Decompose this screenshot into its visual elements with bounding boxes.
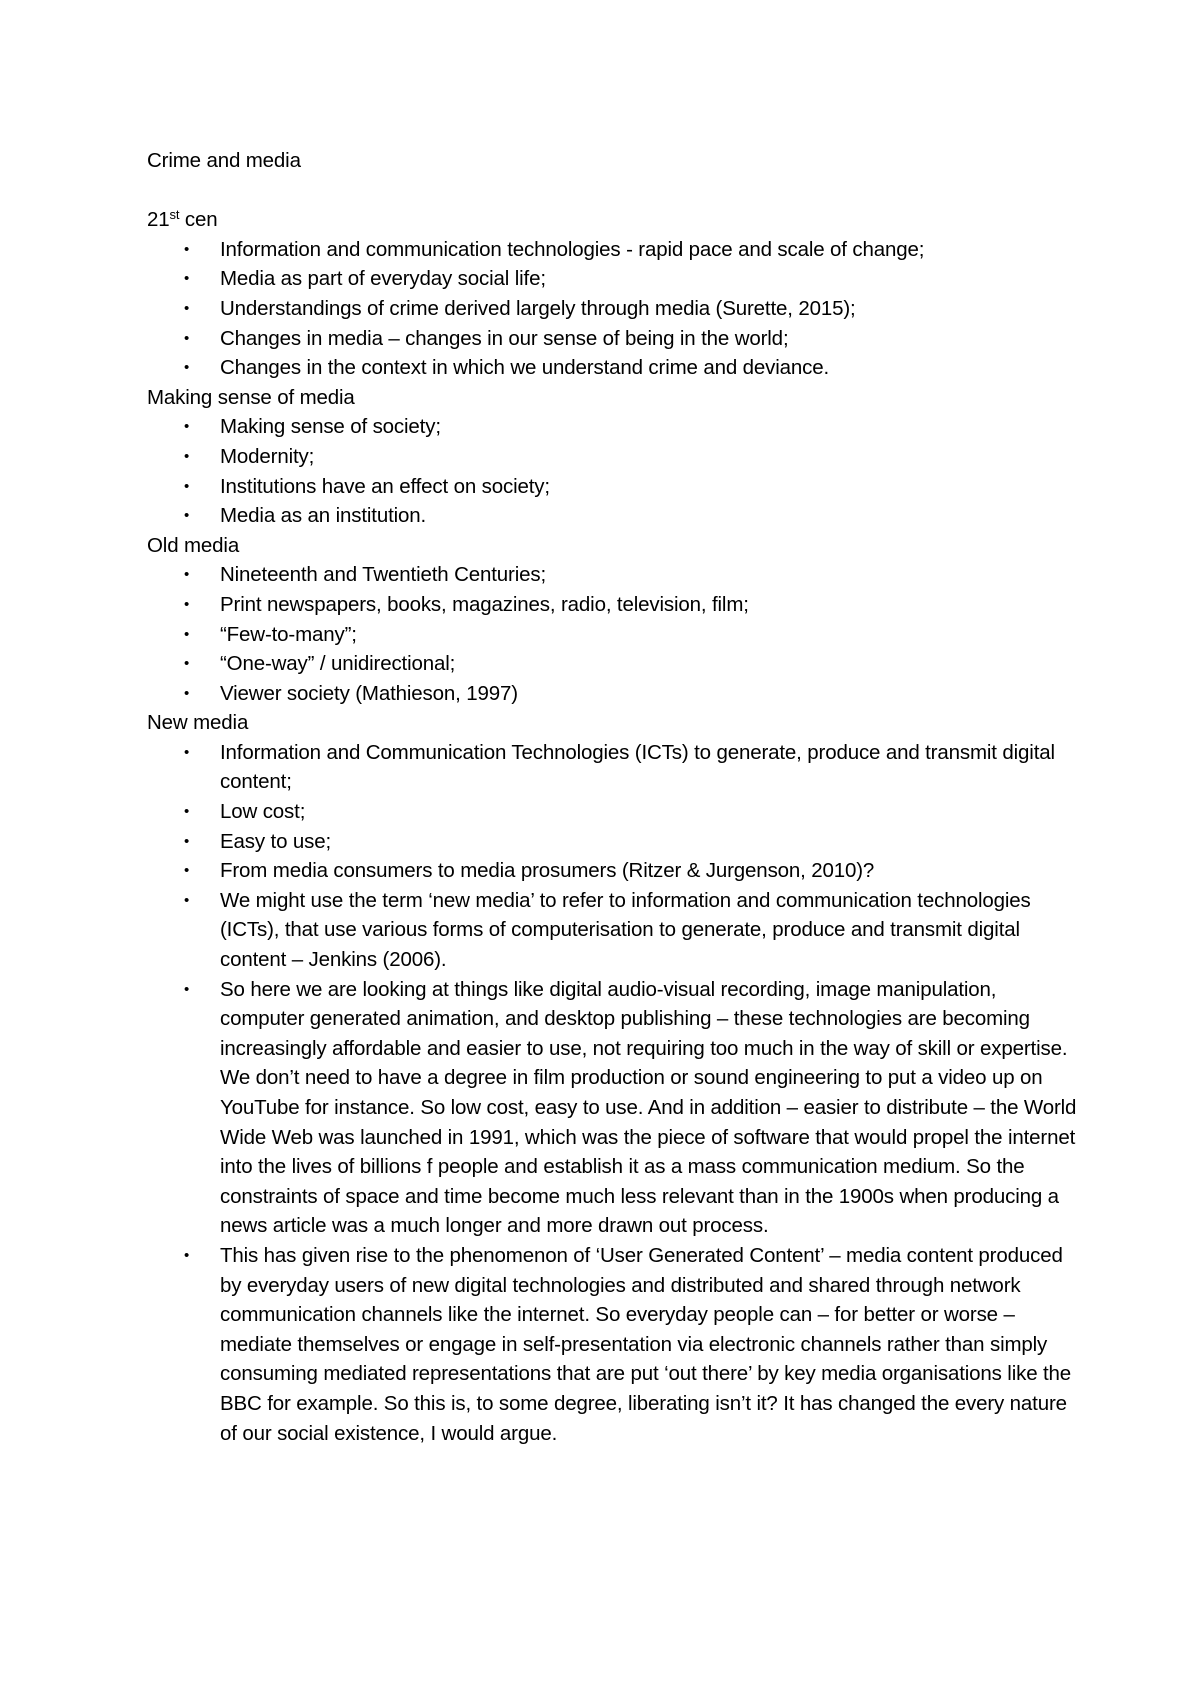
list-item: • From media consumers to media prosumers (Ritzer & Jurgenson, 2010)? — [147, 856, 1077, 886]
section-heading-making-sense-of-media: Making sense of media — [147, 385, 355, 409]
section-heading-old-media: Old media — [147, 533, 240, 557]
bullet-icon: • — [184, 1246, 190, 1264]
bullet-icon: • — [184, 418, 190, 436]
list-item: • This has given rise to the phenomenon of ‘User Generated Content’ – media content produced by everyday users of new digital technologies and distributed and shared through network communication channels like the internet. So everyday people can – for better or worse – mediate themselves or engage in self-presentation via electronic channels rather than simply consuming mediated representations that are put ‘out there’ by key media organisations like the BBC for example. So this is, to some degree, liberating isn’t it? It has changed the every nature of our social existence, I would argue. — [147, 1241, 1077, 1448]
document-title: Crime and media — [147, 149, 301, 172]
bullet-icon: • — [184, 507, 190, 525]
bullet-icon: • — [184, 477, 190, 495]
list-item: • Low cost; — [147, 797, 1077, 827]
bullet-list-21st-century — [147, 235, 1077, 383]
document-page — [147, 146, 1077, 1448]
list-item: • Understandings of crime derived largely through media (Surette, 2015); — [147, 294, 1077, 324]
bullet-icon: • — [184, 743, 190, 761]
bullet-icon: • — [184, 655, 190, 673]
list-item: • Information and communication technologies - rapid pace and scale of change; — [147, 235, 1077, 265]
bullet-icon: • — [184, 566, 190, 584]
section-heading-new-media: New media — [147, 711, 249, 735]
bullet-icon: • — [184, 359, 190, 377]
list-item: • Changes in media – changes in our sense of being in the world; — [147, 324, 1077, 354]
list-item: • “One-way” / unidirectional; — [147, 649, 1077, 679]
bullet-icon: • — [184, 595, 190, 613]
bullet-icon: • — [184, 299, 190, 317]
list-item: • So here we are looking at things like digital audio-visual recording, image manipulation, computer generated animation, and desktop publishing – these technologies are becoming increasingly affordable and easier to use, not requiring too much in the way of skill or expertise. We don’t need to have a degree in film production or sound engineering to put a video up on YouTube for instance. So low cost, easy to use. And in addition – easier to distribute – the World Wide Web was launched in 1991, which was the piece of software that would propel the internet into the lives of billions f people and establish it as a mass communication medium. So the constraints of space and time become much less relevant than in the 1900s when producing a news article was a much longer and more drawn out process. — [147, 975, 1077, 1241]
list-item: • Media as part of everyday social life; — [147, 264, 1077, 294]
bullet-list-making-sense-of-media — [147, 412, 1077, 530]
bullet-list-old-media — [147, 560, 1077, 708]
blank-line — [147, 176, 1077, 206]
bullet-icon: • — [184, 270, 190, 288]
bullet-icon: • — [184, 240, 190, 258]
list-item: • Media as an institution. — [147, 501, 1077, 531]
list-item: • Viewer society (Mathieson, 1997) — [147, 679, 1077, 709]
list-item: • Information and Communication Technologies (ICTs) to generate, produce and transmit digital content; — [147, 738, 1077, 797]
list-item: • We might use the term ‘new media’ to refer to information and communication technologies (ICTs), that use various forms of computerisation to generate, produce and transmit digital content – Jenkins (2006). — [147, 886, 1077, 975]
bullet-icon: • — [184, 832, 190, 850]
bullet-icon: • — [184, 803, 190, 821]
list-item: • Nineteenth and Twentieth Centuries; — [147, 560, 1077, 590]
list-item: • Modernity; — [147, 442, 1077, 472]
bullet-icon: • — [184, 447, 190, 465]
bullet-icon: • — [184, 891, 190, 909]
list-item: • Print newspapers, books, magazines, radio, television, film; — [147, 590, 1077, 620]
bullet-list-new-media — [147, 738, 1077, 1448]
bullet-icon: • — [184, 329, 190, 347]
bullet-icon: • — [184, 980, 190, 998]
bullet-icon: • — [184, 862, 190, 880]
list-item: • Making sense of society; — [147, 412, 1077, 442]
bullet-icon: • — [184, 684, 190, 702]
list-item: • Changes in the context in which we understand crime and deviance. — [147, 353, 1077, 383]
list-item: • “Few-to-many”; — [147, 620, 1077, 650]
bullet-icon: • — [184, 625, 190, 643]
list-item: • Easy to use; — [147, 827, 1077, 857]
section-heading-21st-century: 21st cen — [147, 207, 218, 232]
list-item: • Institutions have an effect on society; — [147, 472, 1077, 502]
